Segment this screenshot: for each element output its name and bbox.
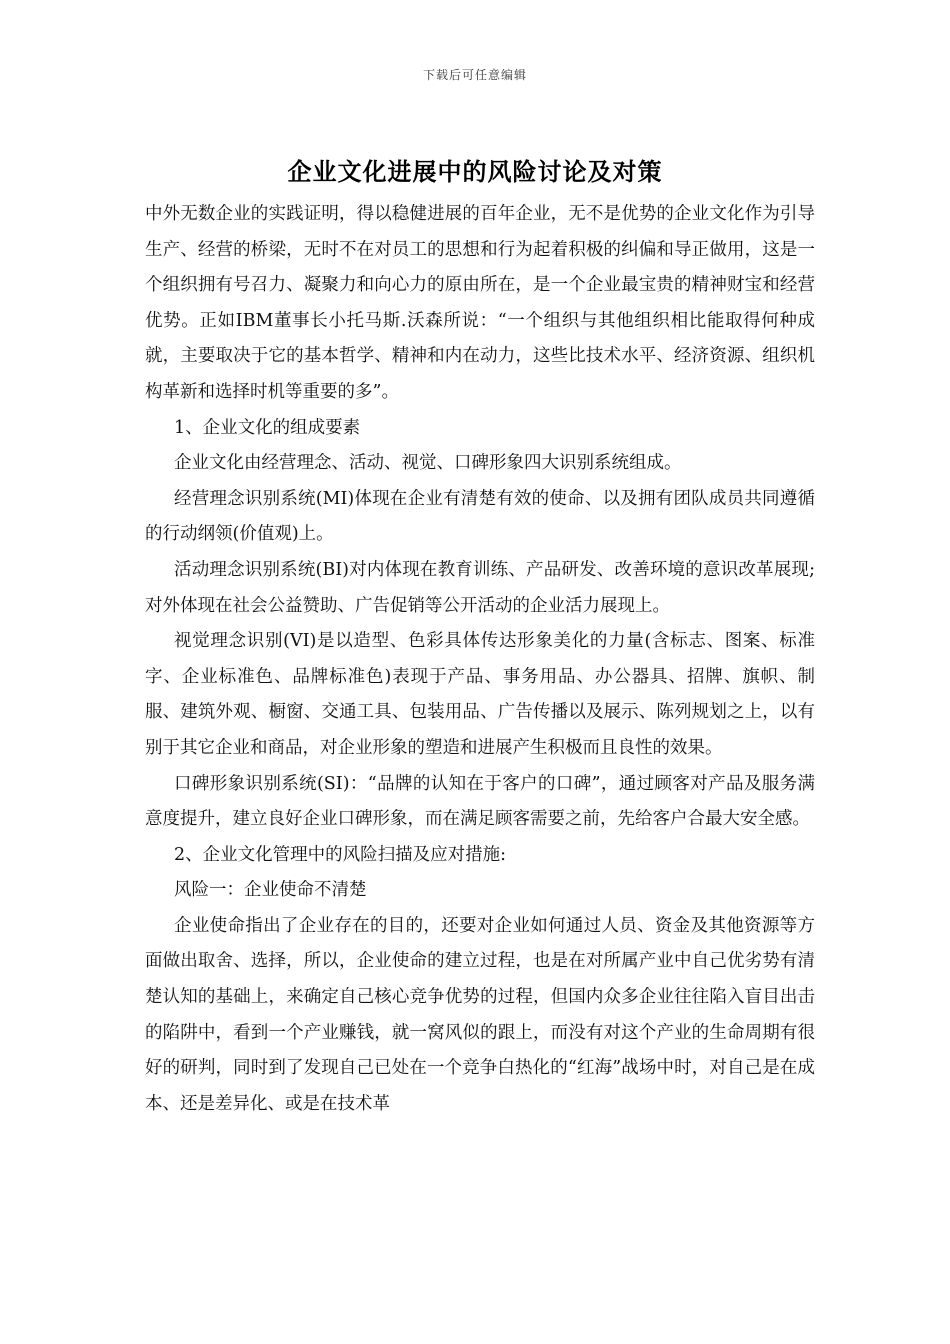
- header-note: 下载后可任意编辑: [422, 68, 527, 82]
- paragraph-si: 口碑形象识别系统(SI)：“品牌的认知在于客户的口碑”，通过顾客对产品及服务满意度提升，建立良好企业口碑形象，而在满足顾客需要之前，先给客户合最大安全感。: [145, 773, 815, 830]
- document-body: [145, 197, 815, 1122]
- risk-heading-1: 风险一：企业使命不清楚: [174, 880, 367, 901]
- paragraph-components: 企业文化由经营理念、活动、视觉、口碑形象四大识别系统组成。: [174, 453, 682, 474]
- paragraph-risk-1: 企业使命指出了企业存在的目的，还要对企业如何通过人员、资金及其他资源等方面做出取舍、选择，所以，企业使命的建立过程，也是在对所属产业中自己优劣势有清楚认知的基础上，来确定自己核心竞争优势的过程，但国内众多企业往往陷入盲目出击的陷阱中，看到一个产业赚钱，就一窝风似的跟上，而没有对这个产业的生命周期有很好的研判，同时到了发现自己已处在一个竞争白热化的“红海”战场中时，对自己是在成本、还是差异化、或是在技术革: [145, 915, 815, 1114]
- section-heading-1: 1、企业文化的组成要素: [174, 417, 361, 438]
- paragraph-intro: 中外无数企业的实践证明，得以稳健进展的百年企业，无不是优势的企业文化作为引导生产、经营的桥梁，无时不在对员工的思想和行为起着积极的纠偏和导正做用，这是一个组织拥有号召力、凝聚力和向心力的原由所在，是一个企业最宝贵的精神财宝和经营优势。正如IBM董事长小托马斯.沃森所说：“一个组织与其他组织相比能取得何种成就，主要取决于它的基本哲学、精神和内在动力，这些比技术水平、经济资源、组织机构革新和选择时机等重要的多”。: [145, 204, 815, 402]
- paragraph-mi: 经营理念识别系统(MI)体现在企业有清楚有效的使命、以及拥有团队成员共同遵循的行动纲领(价值观)上。: [145, 488, 815, 545]
- paragraph-bi: 活动理念识别系统(BI)对内体现在教育训练、产品研发、改善环境的意识改革展现;对外体现在社会公益赞助、广告促销等公开活动的企业活力展现上。: [145, 559, 815, 616]
- paragraph-vi: 视觉理念识别(VI)是以造型、色彩具体传达形象美化的力量(含标志、图案、标准字、企业标准色、品牌标准色)表现于产品、事务用品、办公器具、招牌、旗帜、制服、建筑外观、橱窗、交通工具、包装用品、广告传播以及展示、陈列规划之上，以有别于其它企业和商品，对企业形象的塑造和进展产生积极而且良性的效果。: [145, 631, 815, 758]
- document-title: 企业文化进展中的风险讨论及对策: [287, 158, 663, 186]
- section-heading-2: 2、企业文化管理中的风险扫描及应对措施:: [174, 844, 507, 865]
